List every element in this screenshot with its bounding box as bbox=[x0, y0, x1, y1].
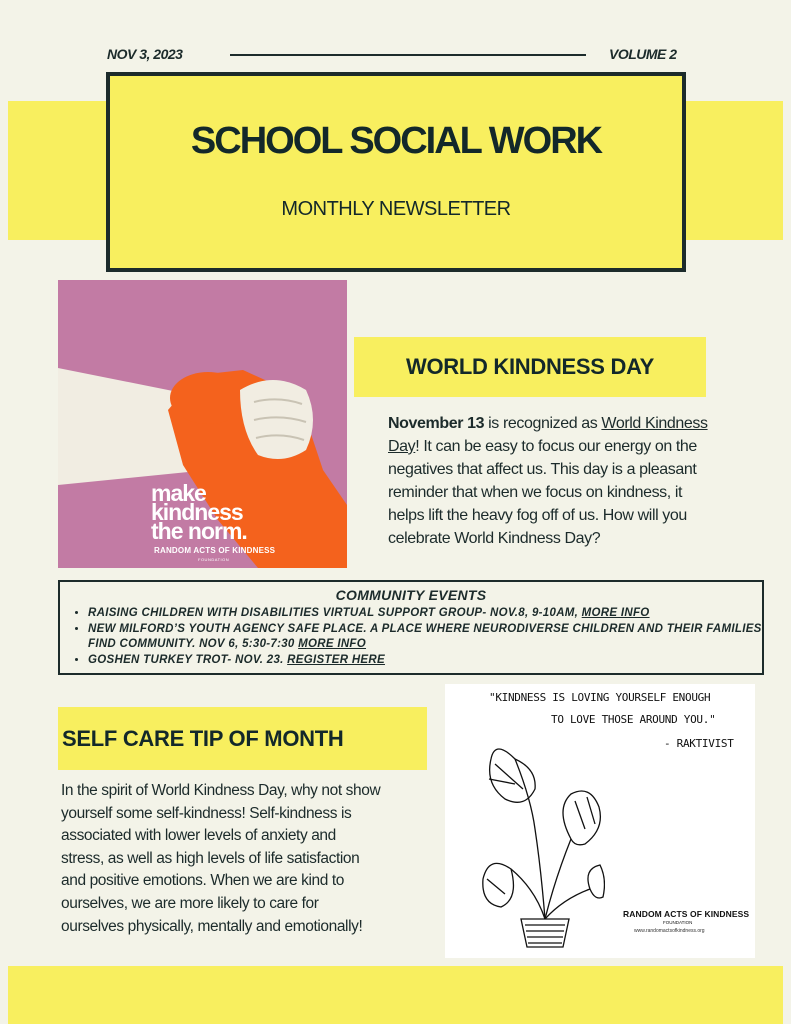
quote-author: - RAKTIVIST bbox=[664, 737, 734, 750]
self-care-paragraph: In the spirit of World Kindness Day, why not show yourself some self-kindness! Self-kindness is associated with lower levels of anxiety and stress, as well as high levels of life satisfaction and positive emotions. When we are kind to ourselves, we are more likely to care for ourselves physically, mentally and emotionally! bbox=[61, 782, 381, 935]
quote-line-2: TO LOVE THOSE AROUND YOU." bbox=[551, 713, 716, 726]
kindness-slogan bbox=[151, 480, 247, 544]
community-events-box bbox=[58, 580, 764, 675]
event-text: GOSHEN TURKEY TROT- NOV. 23. bbox=[88, 653, 288, 666]
kindness-quote-image bbox=[445, 684, 755, 958]
issue-volume: VOLUME 2 bbox=[609, 46, 677, 62]
self-care-heading: SELF CARE TIP OF MONTH bbox=[62, 726, 344, 751]
rak-foundation-sub: FOUNDATION bbox=[663, 920, 693, 925]
masthead-box bbox=[106, 72, 686, 272]
list-item bbox=[88, 622, 772, 653]
newsletter-title: SCHOOL SOCIAL WORK bbox=[190, 120, 602, 162]
rak-foundation-logo: RANDOM ACTS OF KINDNESS bbox=[623, 909, 750, 919]
slogan-line-3: the norm. bbox=[151, 518, 247, 544]
world-kindness-text-2: ! It can be easy to focus our energy on the negatives that affect us. This day is a pleasant reminder that when we focus on kindness, it helps lift the heavy fog off of us. How will you celebrate World Kindness Day? bbox=[388, 438, 697, 547]
more-info-link[interactable]: MORE INFO bbox=[298, 638, 367, 650]
issue-date: NOV 3, 2023 bbox=[107, 46, 183, 62]
rak-foundation-logo: RANDOM ACTS OF KINDNESS bbox=[154, 546, 276, 555]
world-kindness-date: November 13 bbox=[388, 415, 485, 432]
world-kindness-link[interactable]: World Kindness Day bbox=[388, 415, 708, 455]
community-events-heading: COMMUNITY EVENTS bbox=[335, 587, 487, 603]
more-info-link[interactable]: MORE INFO bbox=[581, 607, 650, 619]
register-here-link[interactable]: REGISTER HERE bbox=[287, 653, 385, 666]
slogan-line-2: kindness bbox=[151, 499, 243, 525]
world-kindness-text-1: is recognized as bbox=[484, 415, 602, 432]
world-kindness-heading: WORLD KINDNESS DAY bbox=[405, 354, 655, 379]
rak-foundation-sub: FOUNDATION bbox=[198, 557, 230, 562]
slogan-line-1: make bbox=[151, 480, 206, 506]
list-item bbox=[88, 653, 772, 669]
header-rule bbox=[230, 54, 586, 56]
event-text: RAISING CHILDREN WITH DISABILITIES VIRTUAL SUPPORT GROUP- NOV.8, 9-10AM, bbox=[88, 607, 582, 619]
quote-line-1: "KINDNESS IS LOVING YOURSELF ENOUGH bbox=[489, 691, 711, 704]
self-care-heading-band bbox=[58, 707, 427, 770]
plant-illustration bbox=[475, 729, 605, 949]
newsletter-subtitle: MONTHLY NEWSLETTER bbox=[281, 198, 511, 220]
rak-foundation-url: www.randomactsofkindness.org bbox=[634, 928, 705, 934]
footer-band bbox=[8, 966, 783, 1024]
world-kindness-heading-band bbox=[354, 337, 706, 397]
world-kindness-paragraph bbox=[388, 412, 710, 550]
community-events-list bbox=[72, 606, 772, 668]
event-text: NEW MILFORD’S YOUTH AGENCY SAFE PLACE. A PLACE WHERE NEURODIVERSE CHILDREN AND THEIR FAMILIES FIND COMMUNITY. NOV 6, 5:30-7:30 bbox=[88, 622, 762, 650]
list-item bbox=[88, 606, 772, 622]
make-kindness-the-norm-image bbox=[58, 280, 347, 568]
